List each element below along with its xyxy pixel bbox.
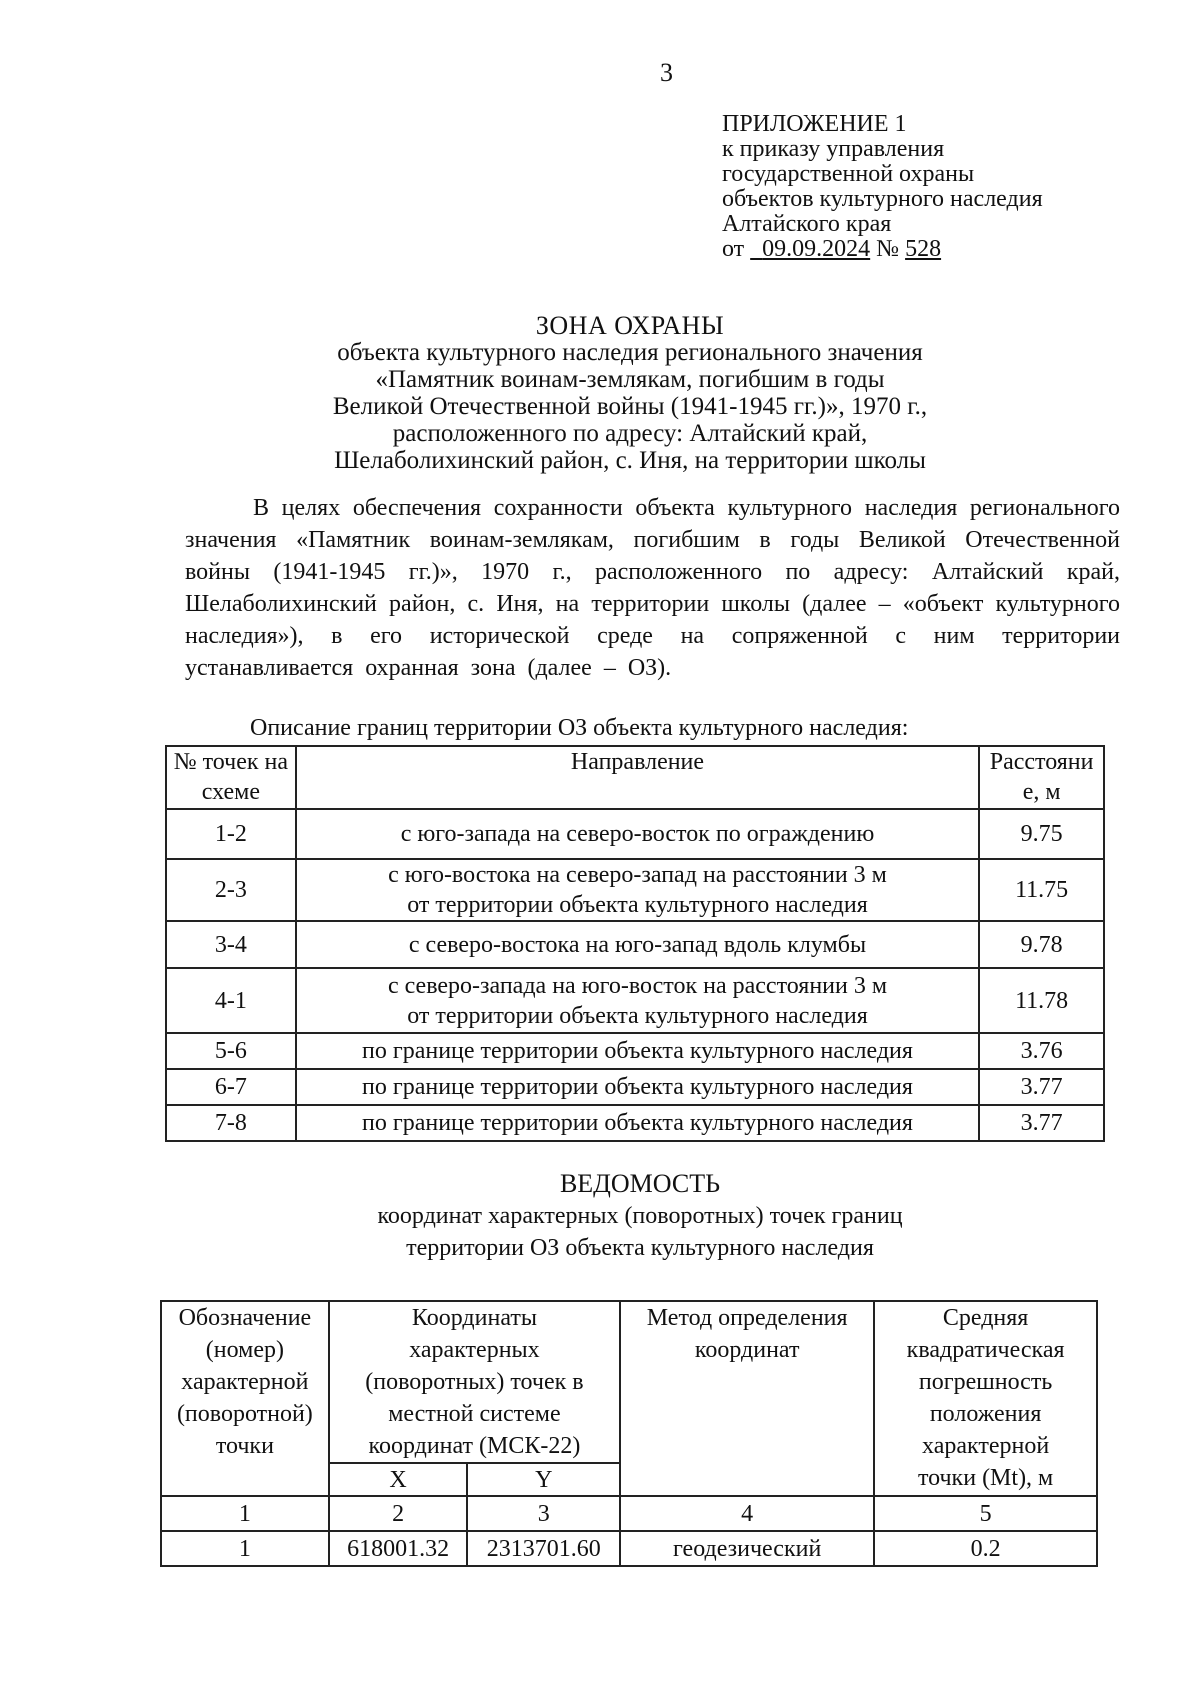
table-row	[166, 1033, 1104, 1069]
table-header-row	[161, 1301, 1097, 1463]
cell-direction: с юго-востока на северо-запад на расстоянии 3 м от территории объекта культурного наследия	[296, 859, 980, 921]
table-row	[166, 859, 1104, 921]
appendix-line: объектов культурного наследия	[722, 186, 1043, 212]
cell-direction: по границе территории объекта культурного наследия	[296, 1069, 980, 1105]
table-row	[166, 968, 1104, 1033]
header-method: Метод определения координат	[620, 1301, 874, 1496]
column-number: 3	[467, 1496, 620, 1531]
cell-y: 2313701.60	[467, 1531, 620, 1566]
cell-direction: с северо-востока на юго-запад вдоль клумбы	[296, 921, 980, 968]
column-number: 5	[874, 1496, 1097, 1531]
statement-heading	[200, 1168, 1080, 1264]
cell-method: геодезический	[620, 1531, 874, 1566]
table-row	[166, 1105, 1104, 1141]
cell-distance: 3.77	[979, 1069, 1104, 1105]
table-row	[166, 1069, 1104, 1105]
boundaries-caption: Описание границ территории ОЗ объекта культурного наследия:	[250, 715, 909, 741]
cell-distance: 11.75	[979, 859, 1104, 921]
boundaries-table	[165, 745, 1105, 1142]
order-date: 09.09.2024	[762, 236, 871, 262]
appendix-line: Алтайского края	[722, 211, 892, 237]
table-header-row	[166, 746, 1104, 809]
header-direction: Направление	[296, 746, 980, 809]
number-prefix: №	[876, 236, 900, 262]
column-number: 1	[161, 1496, 329, 1531]
statement-line: координат характерных (поворотных) точек границ	[377, 1203, 903, 1229]
appendix-line: государственной охраны	[722, 161, 975, 187]
column-number: 4	[620, 1496, 874, 1531]
heading-line: Шелаболихинский район, с. Иня, на территории школы	[334, 447, 926, 474]
header-distance: Расстояние, м	[979, 746, 1104, 809]
table-row	[166, 809, 1104, 859]
header-x: X	[329, 1463, 468, 1496]
heading-line: «Памятник воинам-землякам, погибшим в годы	[375, 366, 885, 393]
cell-point: 1	[161, 1531, 329, 1566]
table-row	[161, 1531, 1097, 1566]
heading-line: Великой Отечественной войны (1941-1945 гг.)», 1970 г.,	[332, 393, 928, 420]
cell-direction: по границе территории объекта культурного наследия	[296, 1105, 980, 1141]
cell-direction: с северо-запада на юго-восток на расстоянии 3 м от территории объекта культурного наследия	[296, 968, 980, 1033]
cell-points: 2-3	[166, 859, 296, 921]
page-number: 3	[660, 58, 673, 87]
cell-points: 5-6	[166, 1033, 296, 1069]
appendix-title: ПРИЛОЖЕНИЕ 1	[722, 111, 907, 137]
heading-line: объекта культурного наследия регионального значения	[337, 339, 923, 366]
cell-distance: 9.78	[979, 921, 1104, 968]
cell-x: 618001.32	[329, 1531, 468, 1566]
header-designation: Обозначение (номер) характерной (поворотной) точки	[161, 1301, 329, 1496]
header-error: Средняя квадратическая погрешность положения характерной точки (Mt), м	[874, 1301, 1097, 1496]
statement-title: ВЕДОМОСТЬ	[559, 1169, 721, 1198]
date-prefix: от	[722, 236, 745, 262]
body-paragraph: В целях обеспечения сохранности объекта культурного наследия регионального значения «Памятник воинам-землякам, погибшим в годы Великой Отечественной войны (1941-1945 гг.)», 1970 г., расположенного по адресу: Алтайский край, Шелаболихинский район, с. Иня, на территории школы (далее – «объект культурного наследия»), в его исторической среде на сопряженной с ним территории устанавливается охранная зона (далее – ОЗ).	[185, 495, 1120, 681]
heading-line: расположенного по адресу: Алтайский край,	[392, 420, 868, 447]
header-coordinates: Координаты характерных (поворотных) точек в местной системе координат (МСК-22)	[329, 1301, 620, 1463]
cell-points: 4-1	[166, 968, 296, 1033]
statement-line: территории ОЗ объекта культурного наследия	[406, 1235, 874, 1261]
column-number: 2	[329, 1496, 468, 1531]
cell-points: 3-4	[166, 921, 296, 968]
heading-title: ЗОНА ОХРАНЫ	[535, 311, 725, 340]
cell-points: 6-7	[166, 1069, 296, 1105]
cell-direction: по границе территории объекта культурного наследия	[296, 1033, 980, 1069]
cell-direction: с юго-запада на северо-восток по ограждению	[296, 809, 980, 859]
table-row	[166, 921, 1104, 968]
cell-distance: 9.75	[979, 809, 1104, 859]
coordinates-table	[160, 1300, 1098, 1567]
cell-points: 7-8	[166, 1105, 296, 1141]
appendix-line: к приказу управления	[722, 136, 945, 162]
cell-distance: 3.76	[979, 1033, 1104, 1069]
header-points: № точек на схеме	[166, 746, 296, 809]
appendix-block	[722, 112, 1043, 262]
cell-distance: 11.78	[979, 968, 1104, 1033]
cell-points: 1-2	[166, 809, 296, 859]
cell-error: 0.2	[874, 1531, 1097, 1566]
column-number-row	[161, 1496, 1097, 1531]
cell-distance: 3.77	[979, 1105, 1104, 1141]
appendix-date-line	[722, 237, 1043, 262]
order-number: 528	[905, 236, 942, 262]
header-y: Y	[467, 1463, 620, 1496]
document-heading	[200, 312, 1060, 474]
